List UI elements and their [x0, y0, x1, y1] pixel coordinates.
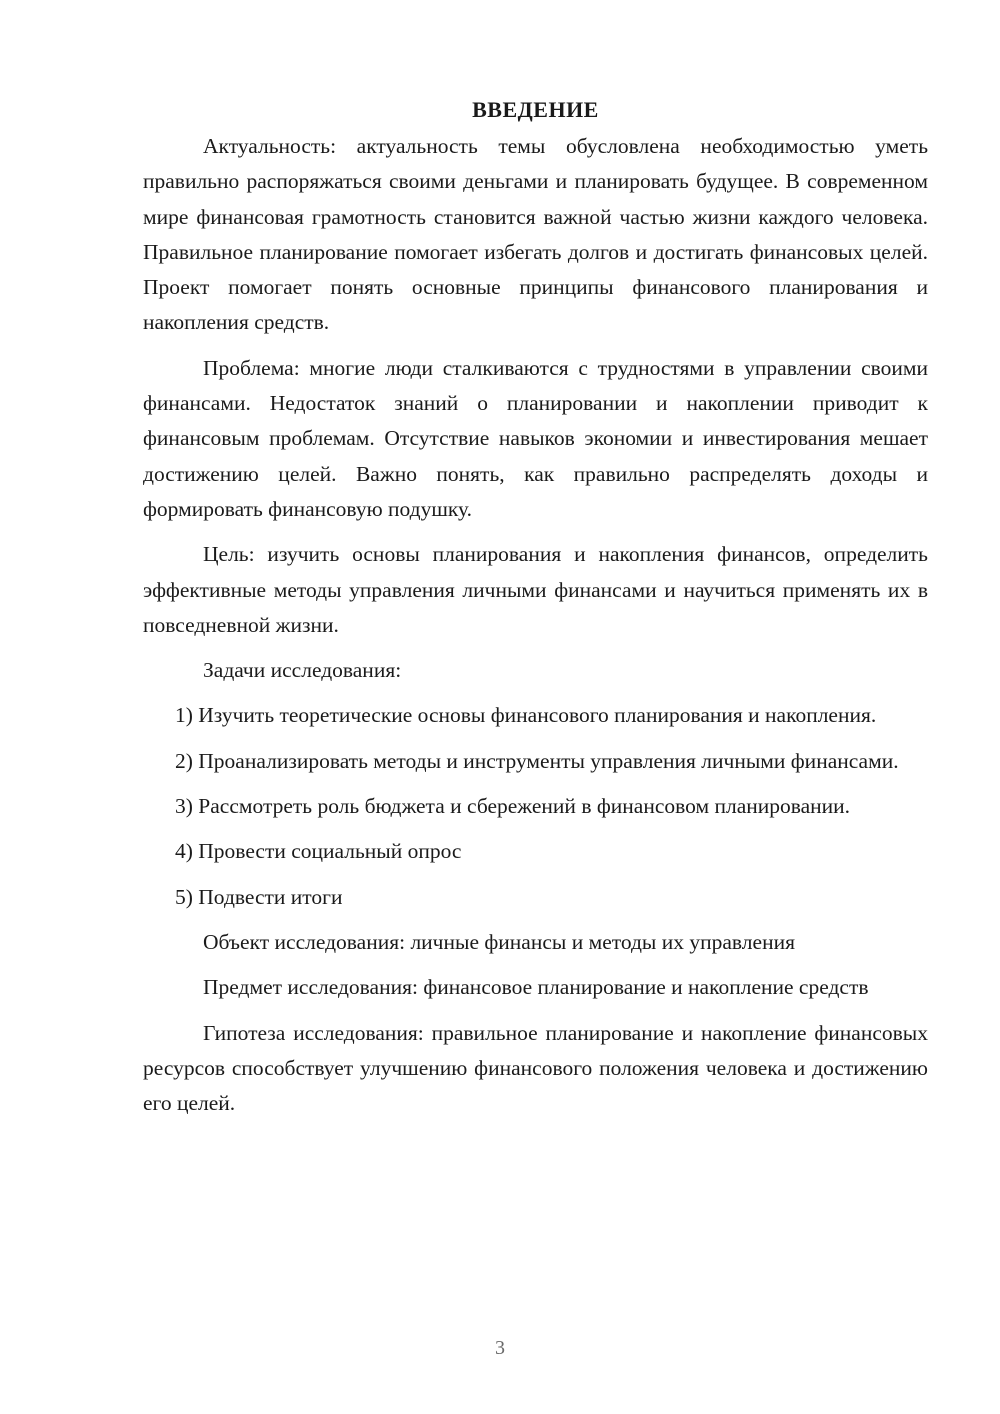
tasks-heading: Задачи исследования: — [203, 658, 402, 683]
task-item-5: 5) Подвести итоги — [175, 884, 343, 909]
task-item-3: 3) Рассмотреть роль бюджета и сбережений в финансовом планировании. — [175, 794, 851, 819]
object-paragraph: Объект исследования: личные финансы и методы их управления — [203, 929, 795, 954]
problem-paragraph: Проблема: многие люди сталкиваются с трудностями в управлении своими финансами. Недостаток знаний о планировании и накоплении приводит к финансовым проблемам. Отсутствие навыков экономии и инвестирования мешает достижению целей. Важно понять, как правильно распределять доходы и формировать финансовую подушку. — [143, 355, 928, 521]
goal-paragraph: Цель: изучить основы планирования и накопления финансов, определить эффективные методы управления личными финансами и научиться применять их в повседневной жизни. — [143, 542, 928, 637]
task-item-4: 4) Провести социальный опрос — [175, 839, 462, 864]
page-number: 3 — [495, 1337, 505, 1359]
task-item-1: 1) Изучить теоретические основы финансового планирования и накопления. — [175, 703, 877, 728]
hypothesis-paragraph: Гипотеза исследования: правильное планирование и накопление финансовых ресурсов способствует улучшению финансового положения человека и достижению его целей. — [143, 1020, 928, 1116]
document-page — [143, 92, 928, 1131]
document-title: ВВЕДЕНИЕ — [472, 97, 599, 122]
subject-paragraph: Предмет исследования: финансовое планирование и накопление средств — [203, 975, 869, 1000]
relevance-paragraph: Актуальность: актуальность темы обусловлена необходимостью уметь правильно распоряжаться своими деньгами и планировать будущее. В современном мире финансовая грамотность становится важной частью жизни каждого человека. Правильное планирование помогает избегать долгов и достигать финансовых целей. Проект помогает понять основные принципы финансового планирования и накопления средств. — [143, 134, 928, 335]
task-item-2: 2) Проанализировать методы и инструменты управления личными финансами. — [175, 748, 899, 773]
